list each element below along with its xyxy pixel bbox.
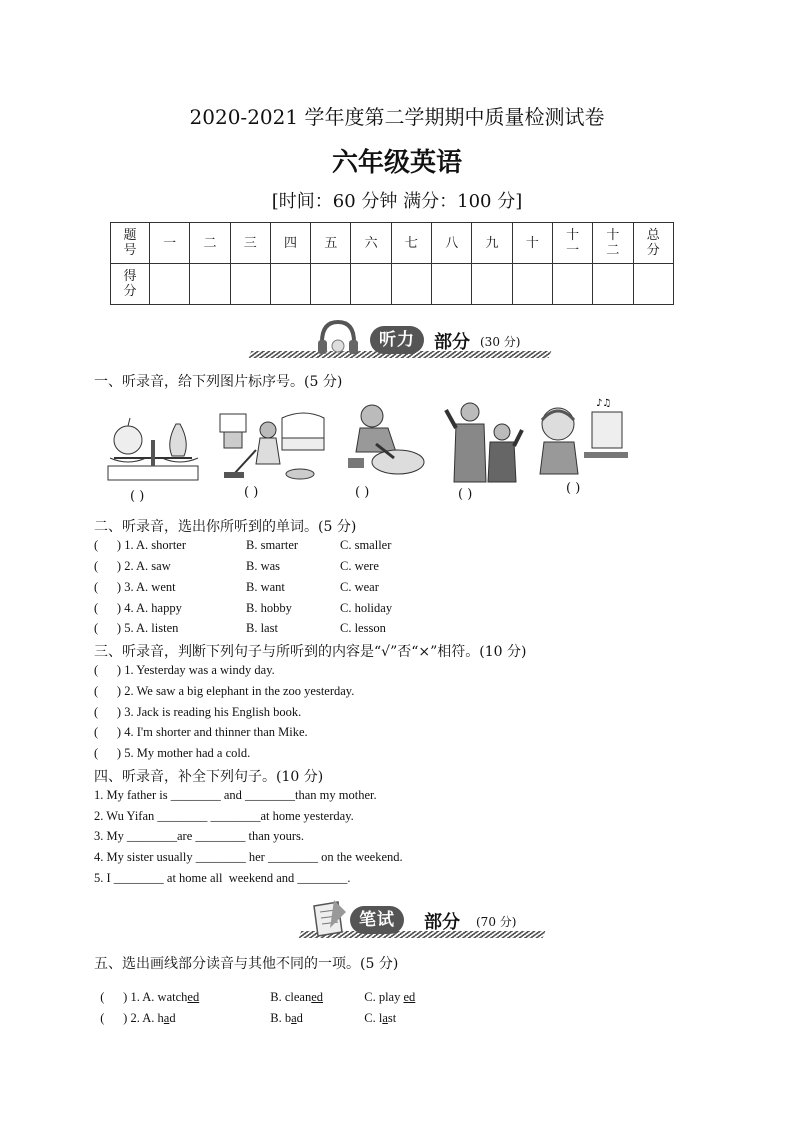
option-b: B. want	[246, 580, 285, 594]
underlined-letters: ed	[187, 990, 200, 1004]
score-table-header-row	[111, 223, 674, 264]
score-input-cell[interactable]	[633, 264, 673, 305]
underlined-letters: ed	[311, 990, 324, 1004]
fill-item: 1. My father is ________ and ________than my mother.	[94, 788, 377, 802]
option-c: C. wear	[340, 580, 379, 594]
section-2-title: 二、听录音，选出你所听到的单词。(5 分)	[94, 519, 357, 535]
option-b: B. hobby	[246, 601, 292, 615]
fill-item: 2. Wu Yifan ________ ________at home yesterday.	[94, 809, 354, 823]
option-c	[358, 996, 396, 1026]
scroll-quill-icon	[308, 898, 348, 940]
writing-part-label: 部分	[424, 912, 460, 933]
option-text-end: d	[296, 1011, 303, 1025]
judge-item: ( ) 1. Yesterday was a windy day.	[94, 663, 275, 677]
judge-item: ( ) 5. My mother had a cold.	[94, 746, 251, 760]
question-item: ( ) 5. A. listen	[94, 621, 179, 635]
score-input-cell[interactable]	[150, 264, 190, 305]
exam-time-score: [时间：60 分钟 满分：100 分]	[271, 191, 523, 212]
score-cell: 四	[270, 223, 310, 264]
score-input-cell[interactable]	[311, 264, 351, 305]
picture-1-blank[interactable]: ( )	[130, 489, 145, 504]
score-cell: 一	[150, 223, 190, 264]
score-input-cell[interactable]	[190, 264, 230, 305]
option-c: C. lesson	[340, 621, 386, 635]
picture-2-blank[interactable]: ( )	[244, 485, 259, 500]
score-input-cell[interactable]	[512, 264, 552, 305]
score-input-cell[interactable]	[472, 264, 512, 305]
judge-item: ( ) 2. We saw a big elephant in the zoo yesterday.	[94, 684, 355, 698]
score-cell: 八	[432, 223, 472, 264]
judge-item: ( ) 4. I'm shorter and thinner than Mike.	[94, 725, 308, 739]
question-text: ( ) 1. A. watch	[100, 990, 188, 1004]
exam-subject: 六年级英语	[331, 148, 462, 178]
score-input-cell[interactable]	[593, 264, 633, 305]
svg-text:♪♫: ♪♫	[596, 398, 612, 409]
question-item: ( ) 1. A. shorter	[94, 538, 186, 552]
question-item: ( ) 4. A. happy	[94, 601, 182, 615]
listening-points: (30 分)	[480, 335, 521, 349]
listening-pill: 听力	[370, 326, 424, 354]
picture-5-blank[interactable]: ( )	[566, 481, 581, 496]
score-cell: 九	[472, 223, 512, 264]
score-input-cell[interactable]	[270, 264, 310, 305]
washing-icon	[342, 400, 428, 480]
score-cell: 五	[311, 223, 351, 264]
score-cell: 得分	[111, 264, 150, 305]
score-cell: 十二	[593, 223, 633, 264]
score-cell: 十一	[552, 223, 592, 264]
writing-section-banner	[300, 898, 544, 944]
score-input-cell[interactable]	[432, 264, 472, 305]
score-cell: 十	[512, 223, 552, 264]
option-text: C. play	[364, 990, 404, 1004]
score-cell: 七	[391, 223, 431, 264]
underlined-letters: a	[163, 1011, 170, 1025]
option-b: B. last	[246, 621, 278, 635]
score-cell: 二	[190, 223, 230, 264]
option-c: C. were	[340, 559, 379, 573]
option-text: B. clean	[270, 990, 312, 1004]
listening-part-label: 部分	[434, 332, 470, 353]
score-cell: 总分	[633, 223, 673, 264]
headphones-icon	[314, 316, 358, 360]
listening-section-banner	[250, 318, 550, 364]
score-input-cell[interactable]	[351, 264, 391, 305]
exam-title: 2020-2021 学年度第二学期期中质量检测试卷	[189, 105, 605, 129]
judge-item: ( ) 3. Jack is reading his English book.	[94, 705, 302, 719]
option-c: C. holiday	[340, 601, 393, 615]
writing-points: (70 分)	[476, 915, 517, 929]
option-text: B. b	[270, 1011, 292, 1025]
section-1-title: 一、听录音，给下列图片标序号。(5 分)	[94, 374, 343, 390]
section-3-title: 三、听录音，判断下列句子与所听到的内容是“√”否“×”相符。(10 分)	[94, 644, 527, 660]
underlined-letters: a	[382, 1011, 388, 1025]
picture-4-blank[interactable]: ( )	[458, 487, 473, 502]
scale-icon	[106, 412, 202, 484]
section-5-title: 五、选出画线部分读音与其他不同的一项。(5 分)	[94, 956, 399, 972]
underlined-letters: ed	[403, 990, 416, 1004]
section-4-title: 四、听录音，补全下列句子。(10 分)	[94, 769, 324, 785]
fill-item: 3. My ________are ________ than yours.	[94, 829, 305, 843]
phonics-item-2	[94, 996, 176, 1026]
question-text: ( ) 2. A. h	[100, 1011, 164, 1025]
option-text: C. l	[364, 1011, 383, 1025]
score-cell: 三	[230, 223, 270, 264]
question-text-end: d	[169, 1011, 176, 1025]
score-cell: 题号	[111, 223, 150, 264]
option-b	[264, 996, 303, 1026]
score-table	[110, 222, 674, 305]
score-cell: 六	[351, 223, 391, 264]
computer-user-icon	[534, 398, 630, 478]
men-waving-icon	[440, 398, 526, 484]
question-item: ( ) 2. A. saw	[94, 559, 171, 573]
score-input-cell[interactable]	[552, 264, 592, 305]
score-input-cell[interactable]	[230, 264, 270, 305]
score-table-score-row	[111, 264, 674, 305]
score-input-cell[interactable]	[391, 264, 431, 305]
option-text-end: st	[387, 1011, 397, 1025]
picture-3-blank[interactable]: ( )	[355, 485, 370, 500]
option-b: B. was	[246, 559, 281, 573]
fill-item: 4. My sister usually ________ her ________ on the weekend.	[94, 850, 403, 864]
vacuum-icon	[216, 408, 328, 482]
question-item: ( ) 3. A. went	[94, 580, 176, 594]
fill-item: 5. I ________ at home all weekend and ________.	[94, 871, 351, 885]
writing-pill: 笔试	[350, 906, 404, 934]
underlined-letters: a	[291, 1011, 297, 1025]
option-c: C. smaller	[340, 538, 392, 552]
option-b: B. smarter	[246, 538, 299, 552]
